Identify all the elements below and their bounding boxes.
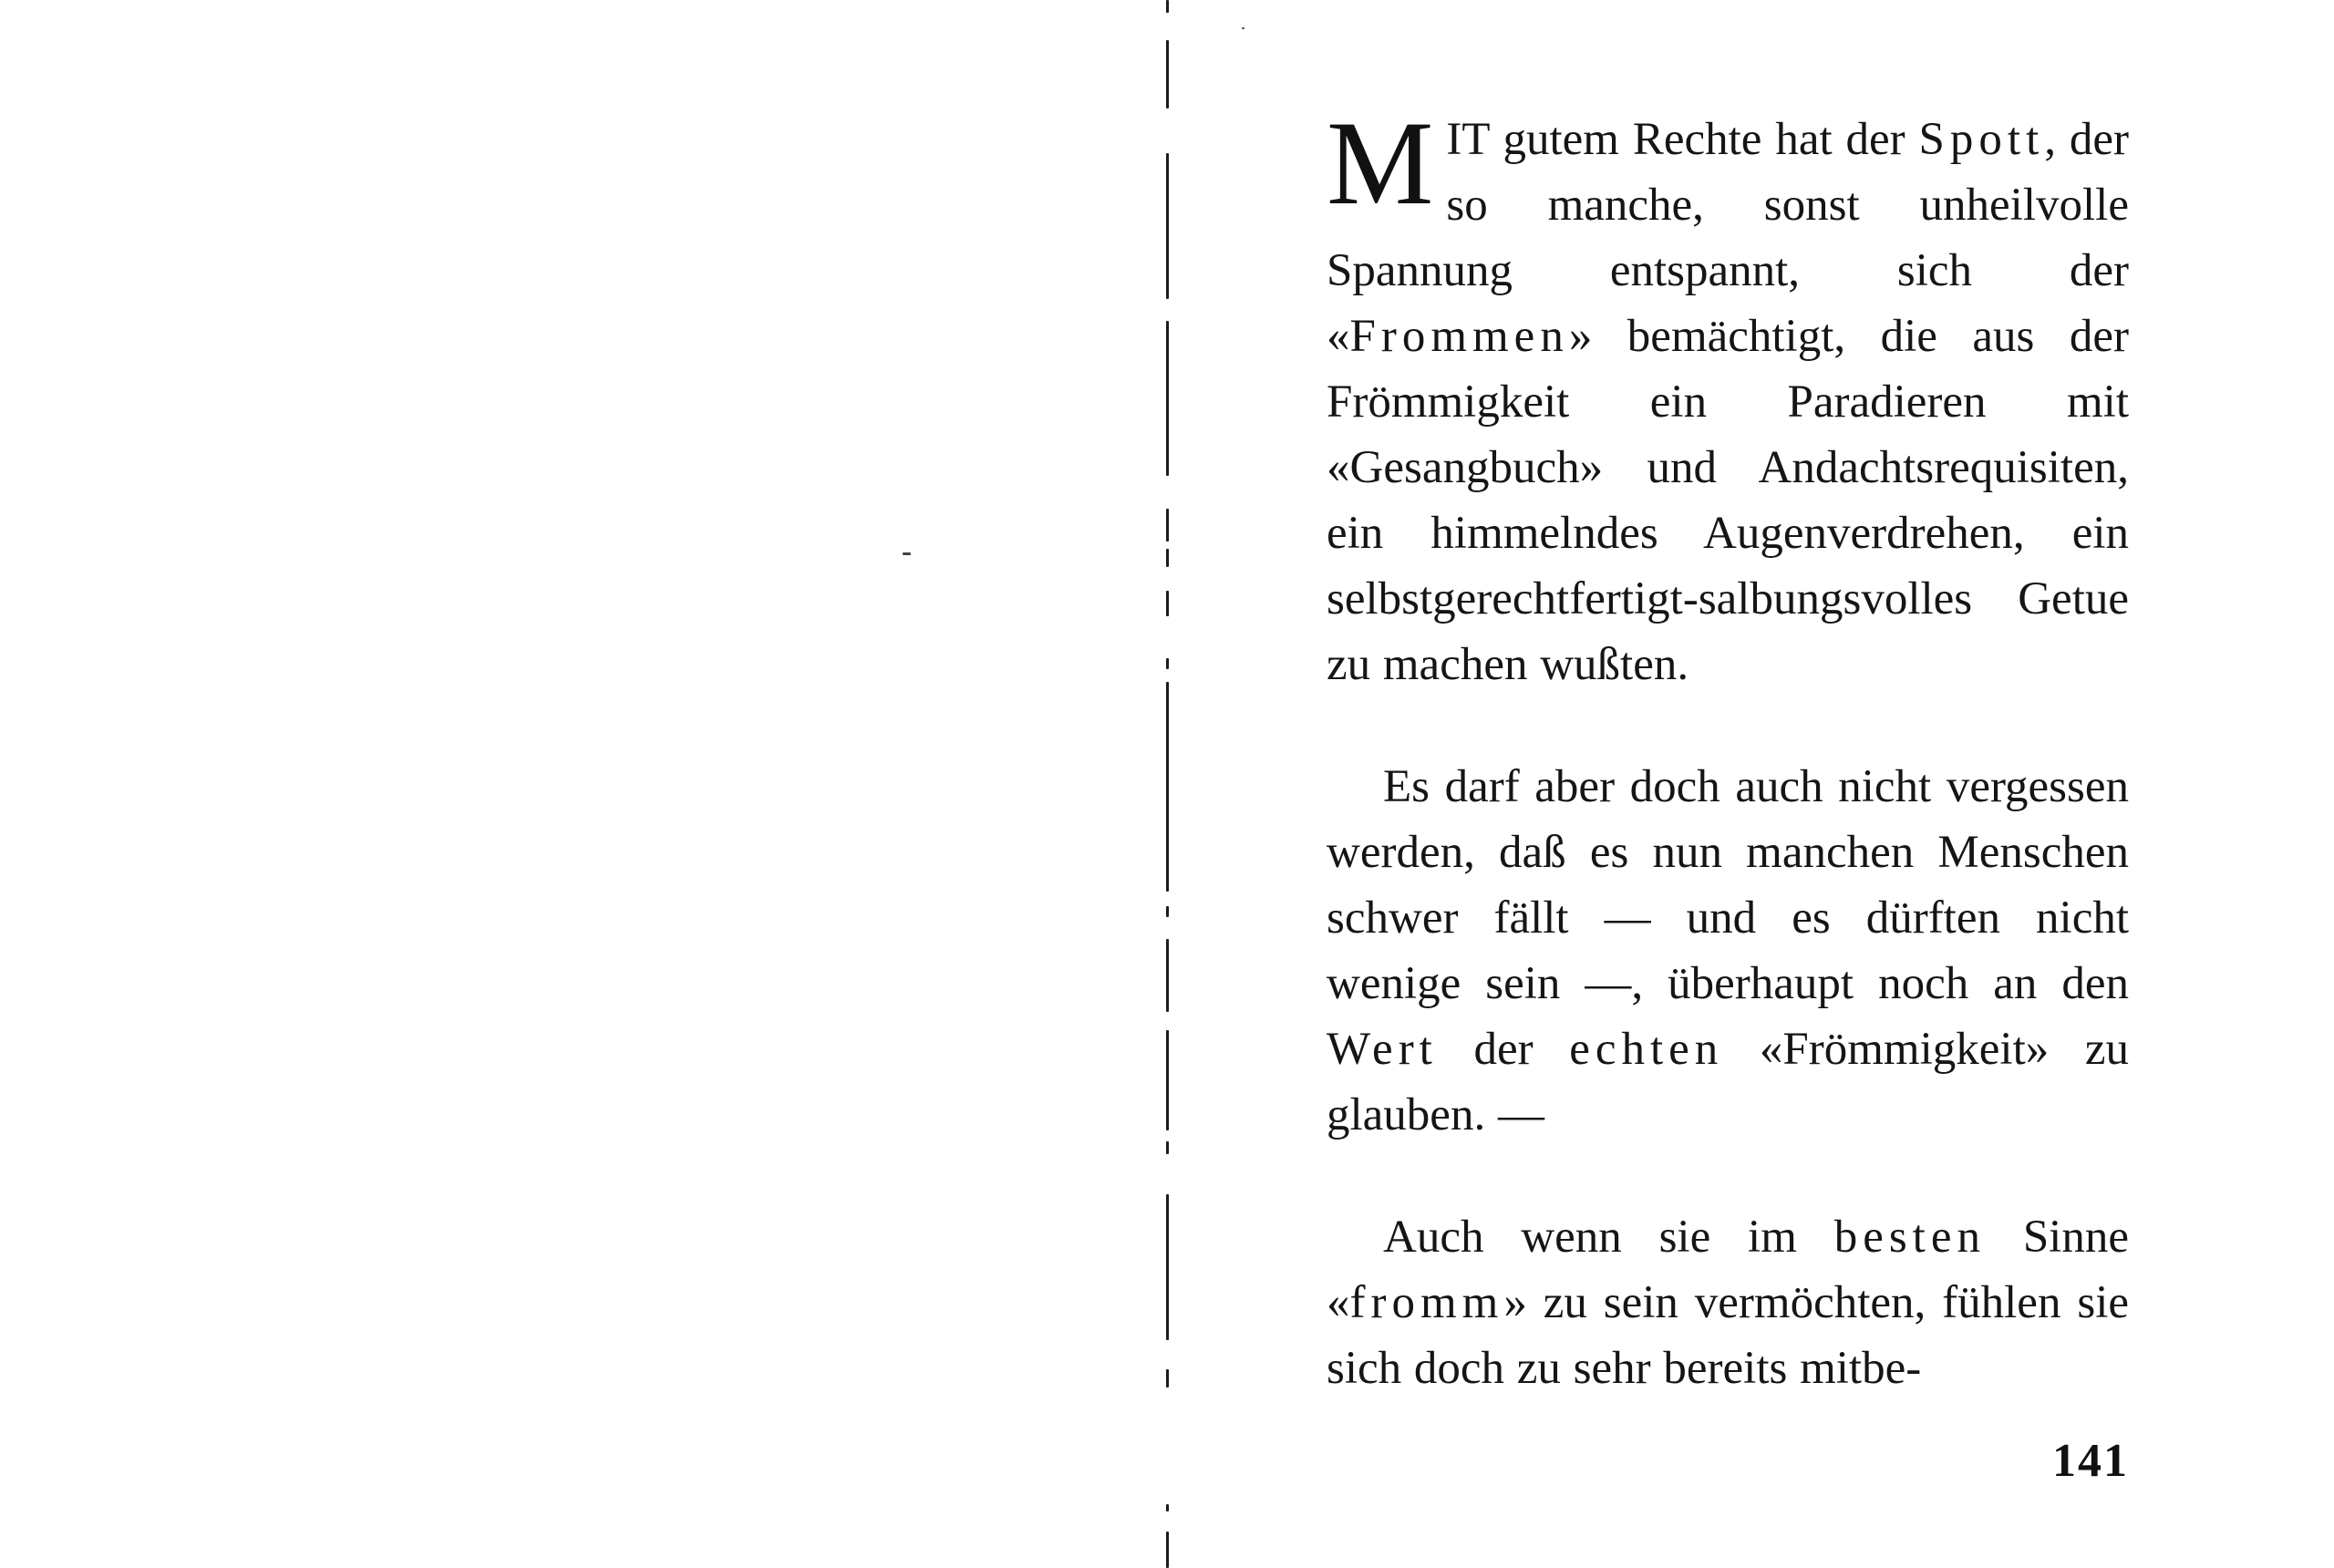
paragraph-text: «Frömmigkeit» zu glauben. — (1327, 1024, 2130, 1140)
drop-cap: M (1327, 96, 1432, 230)
page-number: 141 (2052, 1435, 2129, 1487)
emphasis-spaced-text: Wert (1327, 1024, 1438, 1075)
emphasis-spaced-text: Spott (1918, 114, 2045, 165)
paper-speck (903, 552, 911, 555)
paragraph-text: der (1437, 1024, 1570, 1075)
paragraph-text: Sinne « (1327, 1212, 2129, 1328)
paper-speck (1242, 27, 1244, 29)
paragraph-text: » zu sein vermöchten, fühlen sie sich doch zu sehr bereits mitbe- (1327, 1277, 2129, 1394)
emphasis-spaced-text: echten (1569, 1024, 1724, 1075)
paragraph-text: » bemächtigt, die aus der Frömmigkeit ein Paradieren mit «Gesangbuch» und Andachtsrequisiten, ein himmelndes Augenverdrehen, ein selbstgerechtfertigt-salbungsvolles Getue zu machen wußten. (1327, 311, 2129, 690)
emphasis-spaced-text: fromm (1349, 1277, 1504, 1328)
emphasis-spaced-text: besten (1833, 1212, 1986, 1263)
right-page (1327, 96, 2129, 1500)
paragraph-text: Auch wenn sie im (1383, 1212, 1834, 1263)
emphasis-spaced-text: Frommen (1349, 311, 1569, 362)
paragraph-1 (1327, 96, 2129, 697)
paragraph-text: Es darf aber doch auch nicht vergessen werden, daß es nun manchen Menschen schwer fällt — und es dürften nicht wenige sein —, überhaupt noch an den (1327, 761, 2129, 1009)
paragraph-3 (1327, 1204, 2129, 1401)
paragraph-text: , der so manche, sonst unheilvolle Spannung entspannt, sich der « (1327, 114, 2129, 362)
paragraph-text: IT gutem Rechte hat der (1446, 114, 1919, 165)
page-gutter (1166, 0, 1170, 1568)
paragraph-2 (1327, 754, 2129, 1148)
